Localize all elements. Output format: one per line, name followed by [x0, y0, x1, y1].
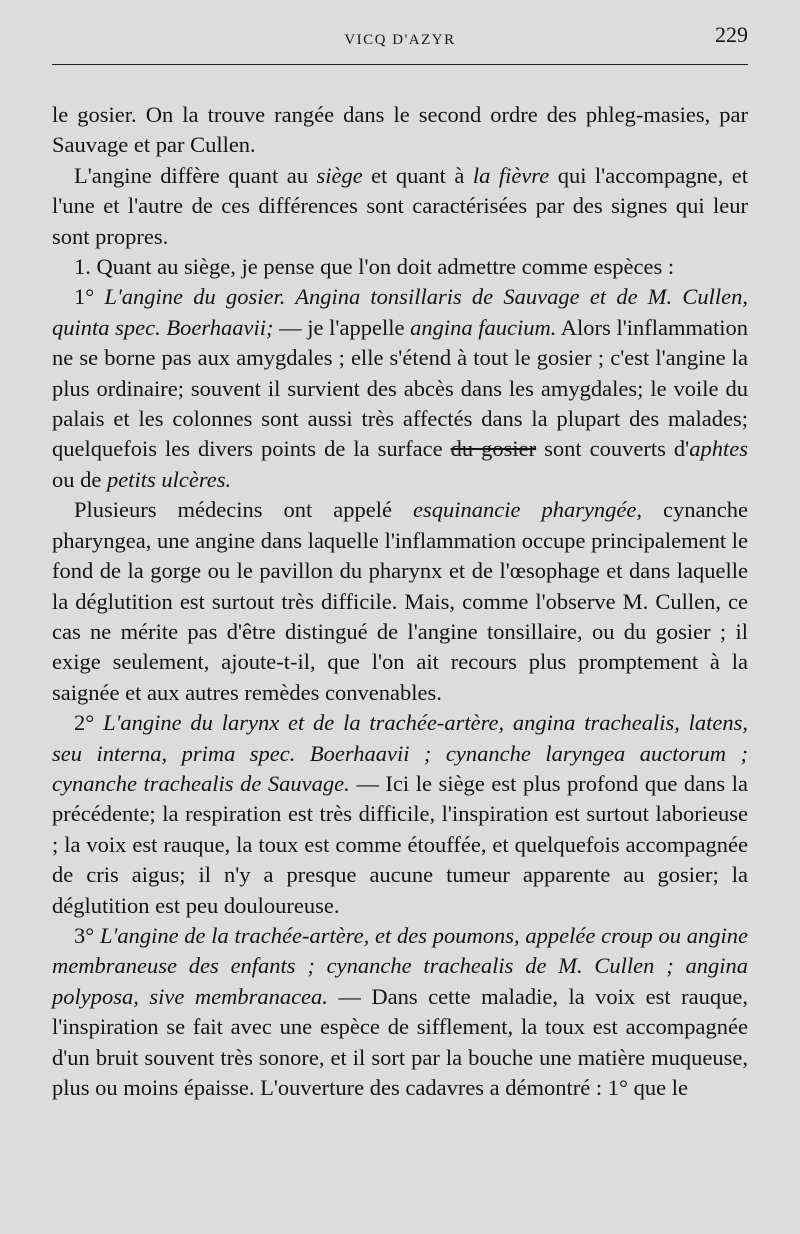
italic-run: L'angine du larynx et de la trachée-artère, angina trachealis, latens, seu interna, prima spec. Boerhaavii ; cynanche laryngea auctorum ; cynanche trachealis de Sauvage.	[52, 710, 749, 796]
paragraph-5	[52, 495, 748, 708]
text-run: et quant à	[362, 162, 473, 188]
struck-text: du gosier	[450, 436, 537, 462]
text-run: L'angine diffère quant au	[74, 162, 317, 188]
text-run: ou de	[52, 466, 107, 492]
text-run: — je l'appelle	[273, 314, 411, 340]
text-run: — Dans cette maladie, la voix est rauque, l'inspiration se fait avec une espèce de sifflement, la toux est accompagnée d'un bruit souvent très sonore, et il sort par la bouche une matière muqueuse, plus ou moins épaisse. L'ouverture des cadavres a démontré : 1° que le	[52, 983, 748, 1100]
text-run: sont couverts d'	[536, 436, 690, 462]
paragraph-6	[52, 708, 748, 921]
paragraph-3: 1. Quant au siège, je pense que l'on doit admettre comme espèces :	[74, 254, 675, 280]
running-header	[52, 18, 748, 58]
page-number: 229	[715, 22, 748, 47]
italic-run: aphtes	[689, 436, 748, 462]
running-title: VICQ D'AZYR	[344, 32, 456, 48]
italic-run: siège	[316, 162, 363, 188]
text-run: 3°	[74, 922, 100, 948]
text-run: Plusieurs médecins ont appelé	[74, 497, 413, 523]
header-rule	[52, 64, 748, 65]
text-run: 2°	[74, 710, 104, 736]
italic-run: petits ulcères.	[107, 466, 232, 492]
paragraph-7	[52, 921, 748, 1103]
text-run: Alors l'inflammation ne se borne pas aux amygdales ; elle s'étend à tout le gosier ; c'est l'angine la plus ordinaire; souvent il survient des abcès dans les amygdales; le voile du palais et les colonnes sont aussi très affectés dans la plupart des malades; quelquefois les divers points de la surface	[52, 314, 748, 462]
body-text	[52, 100, 748, 1103]
italic-run: esquinancie pharyngée,	[412, 497, 643, 523]
italic-run: L'angine du gosier. Angina tonsillaris de Sauvage et de M. Cullen, quinta spec. Boerhaavii;	[52, 284, 749, 340]
paragraph-2	[52, 161, 748, 252]
text-run: qui l'accompagne, et l'une et l'autre de ces différences sont caractérisées par des signes qui leur sont propres.	[52, 162, 749, 249]
italic-run: angina faucium.	[410, 314, 557, 340]
italic-run: la fièvre	[472, 162, 550, 188]
text-run: 1°	[74, 284, 105, 310]
text-run: — Ici le siège est plus profond que dans la précédente; la respiration est très difficile, l'inspiration est surtout laborieuse ; la voix est rauque, la toux est comme étouffée, et quelquefois accompagnée de cris aigus; il n'y a presque aucune tumeur apparente au gosier; la déglutition est peu douloureuse.	[52, 770, 748, 918]
paragraph-4	[52, 282, 748, 495]
paragraph-1: le gosier. On la trouve rangée dans le second ordre des phleg-masies, par Sauvage et par Cullen.	[52, 102, 748, 158]
italic-run: L'angine de la trachée-artère, et des poumons, appelée croup ou angine membraneuse des enfants ; cynanche trachealis de M. Cullen ; angina polyposa, sive membranacea.	[52, 922, 748, 1009]
text-run: cynanche pharyngea, une angine dans laquelle l'inflammation occupe principalement le fond de la gorge ou le pavillon du pharynx et de l'œsophage et dans laquelle la déglutition est surtout très difficile. Mais, comme l'observe M. Cullen, ce cas ne mérite pas d'être distingué de l'angine tonsillaire, ou du gosier ; il exige seulement, ajoute-t-il, que l'on ait recours plus promptement à la saignée et aux autres remèdes convenables.	[52, 497, 748, 705]
